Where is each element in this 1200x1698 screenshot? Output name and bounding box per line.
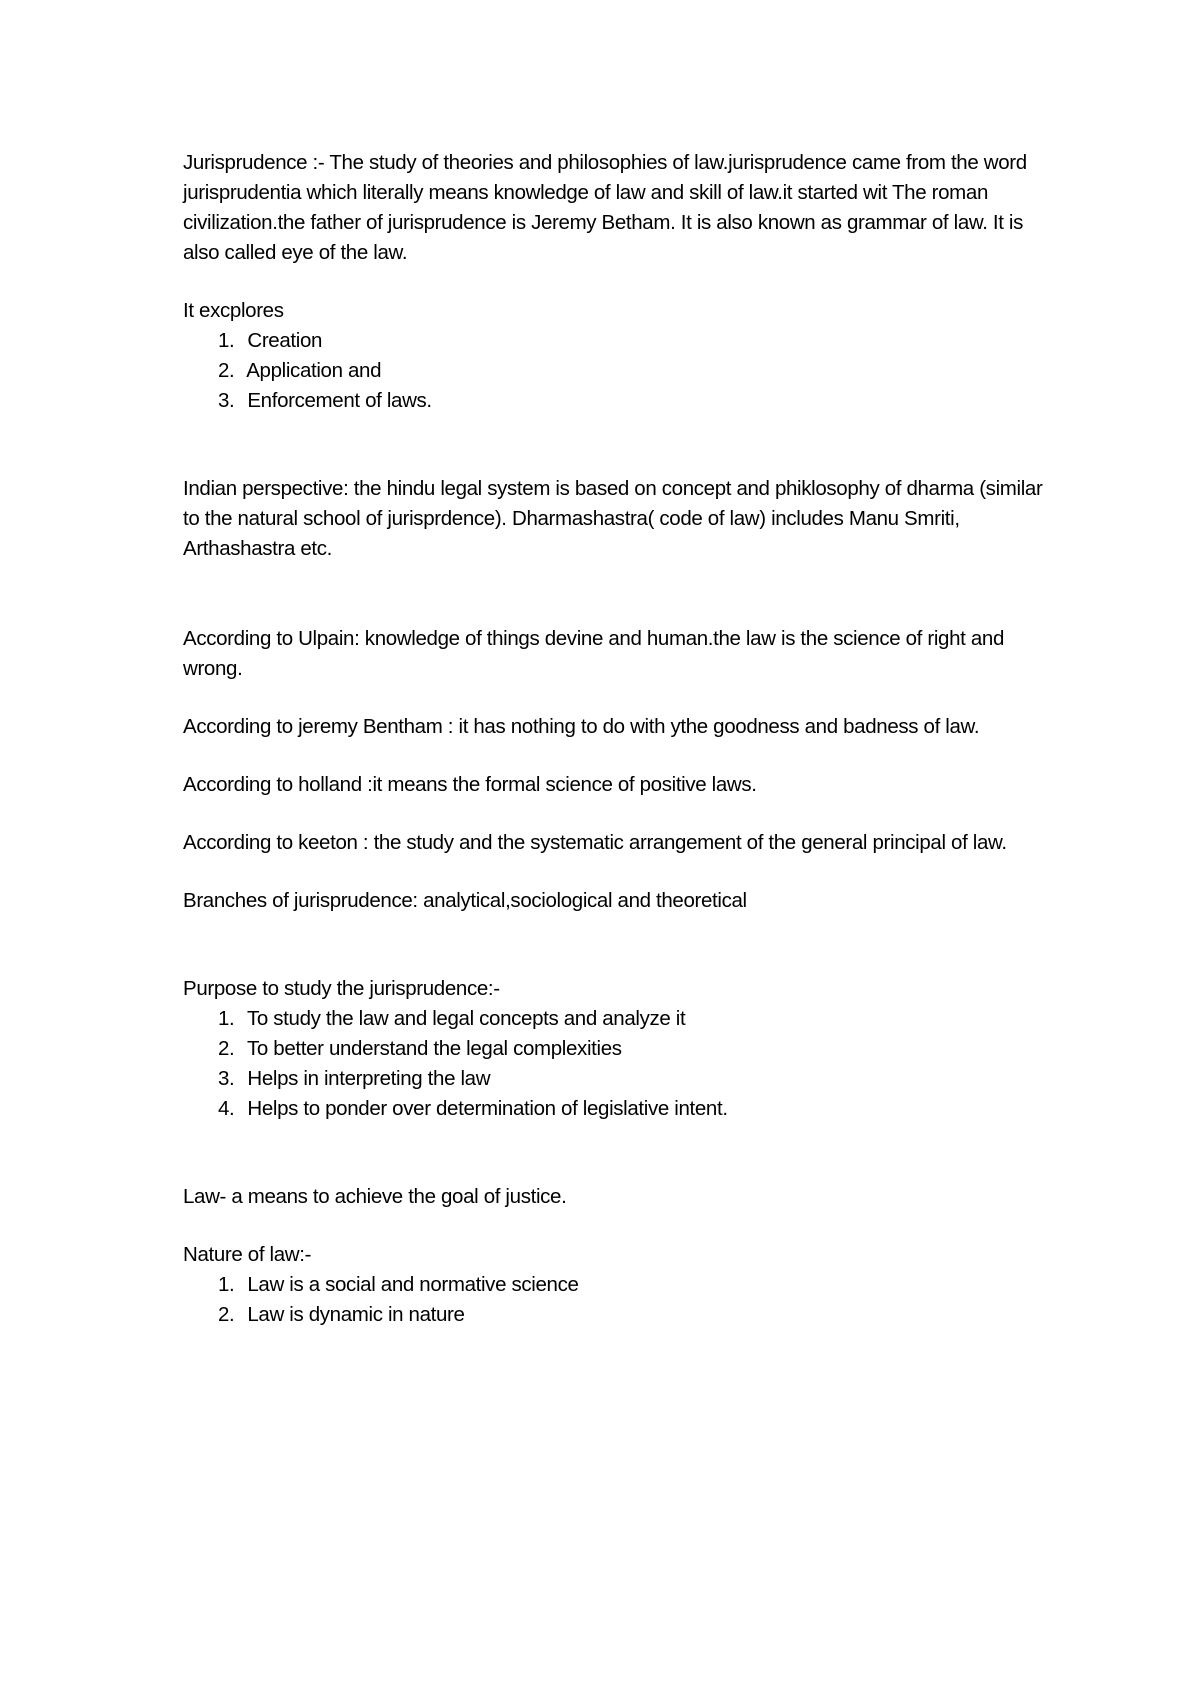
explores-heading: It excplores bbox=[183, 299, 284, 322]
bentham-paragraph: According to jeremy Bentham : it has nothing to do with ythe goodness and badness of law. bbox=[183, 715, 980, 738]
purpose-list bbox=[183, 1004, 1043, 1124]
keeton-paragraph: According to keeton : the study and the systematic arrangement of the general principal of law. bbox=[183, 831, 1007, 854]
list-text: Law is a social and normative science bbox=[247, 1273, 579, 1296]
spacer bbox=[183, 416, 1043, 474]
spacer bbox=[183, 916, 1043, 974]
list-number: 4. bbox=[218, 1097, 235, 1120]
list-number: 1. bbox=[218, 329, 235, 352]
list-number: 1. bbox=[218, 1273, 235, 1296]
spacer bbox=[183, 858, 1043, 886]
spacer bbox=[183, 1124, 1043, 1182]
list-number: 2. bbox=[218, 359, 235, 382]
list-item bbox=[183, 326, 1043, 356]
ulpain-paragraph: According to Ulpain: knowledge of things devine and human.the law is the science of right and wrong. bbox=[183, 627, 1005, 680]
explores-list bbox=[183, 326, 1043, 416]
spacer bbox=[183, 1212, 1043, 1240]
spacer bbox=[183, 800, 1043, 828]
nature-list bbox=[183, 1270, 1043, 1330]
branches-paragraph: Branches of jurisprudence: analytical,sociological and theoretical bbox=[183, 889, 747, 912]
list-item bbox=[183, 1270, 1043, 1300]
list-number: 1. bbox=[218, 1007, 235, 1030]
document-body bbox=[183, 148, 1043, 1330]
list-item bbox=[183, 1004, 1043, 1034]
list-item bbox=[183, 1034, 1043, 1064]
list-text: Helps in interpreting the law bbox=[247, 1067, 491, 1090]
list-item bbox=[183, 1064, 1043, 1094]
list-number: 3. bbox=[218, 1067, 235, 1090]
spacer bbox=[183, 268, 1043, 296]
intro-paragraph: Jurisprudence :- The study of theories and philosophies of law.jurisprudence came from the word jurisprudentia which literally means knowledge of law and skill of law.it started wit The roman civilization.the father of jurisprudence is Jeremy Betham. It is also known as grammar of law. It is also called eye of the law. bbox=[183, 151, 1027, 264]
spacer bbox=[183, 564, 1043, 624]
list-text: Law is dynamic in nature bbox=[247, 1303, 465, 1326]
list-text: Enforcement of laws. bbox=[247, 389, 432, 412]
list-item bbox=[183, 356, 1043, 386]
list-item bbox=[183, 1094, 1043, 1124]
nature-heading: Nature of law:- bbox=[183, 1243, 312, 1266]
holland-paragraph: According to holland :it means the formal science of positive laws. bbox=[183, 773, 757, 796]
spacer bbox=[183, 684, 1043, 712]
indian-perspective-paragraph: Indian perspective: the hindu legal system is based on concept and phiklosophy of dharma (similar to the natural school of jurisprdence). Dharmashastra( code of law) includes Manu Smriti, Arthashastra etc. bbox=[183, 477, 1043, 560]
list-item bbox=[183, 386, 1043, 416]
list-text: To study the law and legal concepts and analyze it bbox=[246, 1007, 686, 1030]
spacer bbox=[183, 742, 1043, 770]
list-number: 2. bbox=[218, 1303, 235, 1326]
list-text: Creation bbox=[247, 329, 323, 352]
list-text: Application and bbox=[246, 359, 382, 382]
purpose-heading: Purpose to study the jurisprudence:- bbox=[183, 977, 500, 1000]
list-number: 2. bbox=[218, 1037, 235, 1060]
list-item bbox=[183, 1300, 1043, 1330]
list-text: Helps to ponder over determination of legislative intent. bbox=[247, 1097, 728, 1120]
list-text: To better understand the legal complexities bbox=[246, 1037, 622, 1060]
list-number: 3. bbox=[218, 389, 235, 412]
law-definition-paragraph: Law- a means to achieve the goal of justice. bbox=[183, 1185, 567, 1208]
